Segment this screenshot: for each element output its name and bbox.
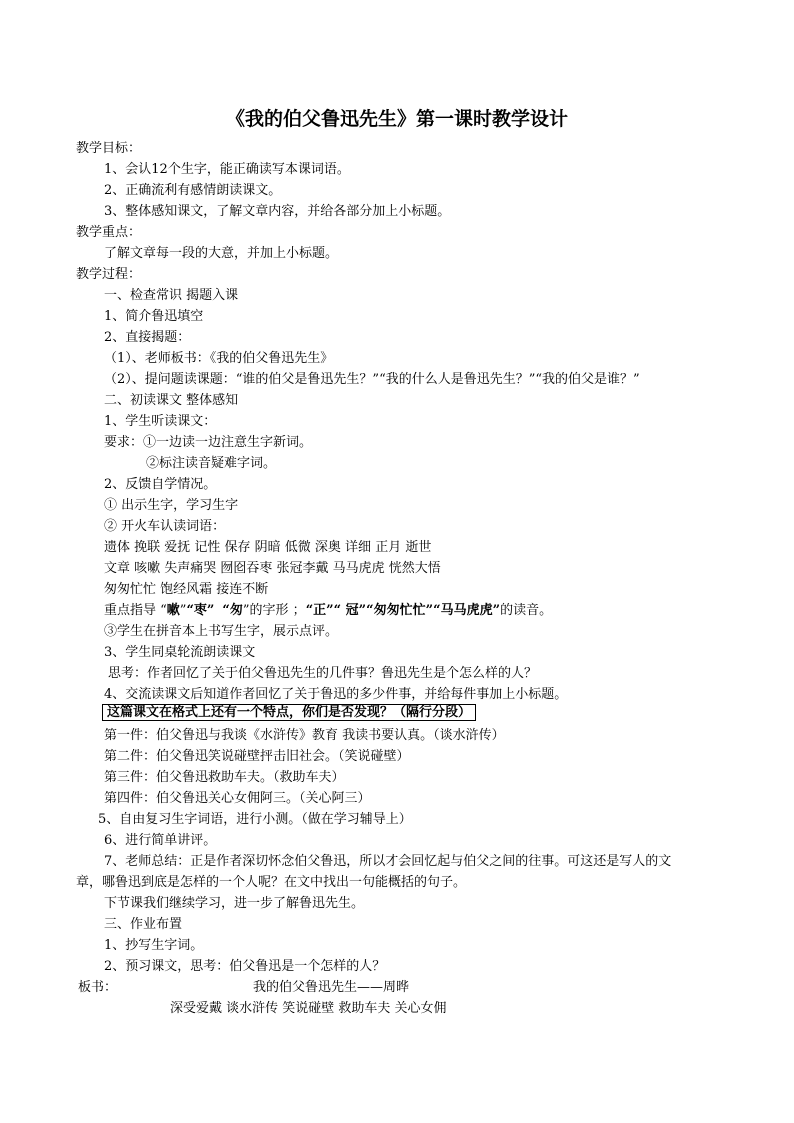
process-line: ② 开火车认读词语： [104, 519, 226, 534]
process-line: 1、学生听读课文： [104, 414, 217, 429]
process-step-3: 三、作业布置 [104, 917, 183, 932]
section-heading-process: 教学过程： [76, 267, 142, 282]
word-list-1: 遗体 挽联 爱抚 记性 保存 阴暗 低微 深奥 详细 正月 逝世 [104, 540, 432, 555]
highlight-char: “枣” [186, 603, 215, 618]
section-heading-focus: 教学重点： [76, 225, 142, 240]
process-line: 要求：①一边读一边注意生字新词。 [104, 435, 313, 450]
board-title: 我的伯父鲁迅先生——周晔 [253, 980, 410, 995]
summary-line-2: 章，哪鲁迅到底是怎样的一个人呢？在文中找出一句能概括的句子。 [76, 875, 467, 890]
event-2: 第二件：伯父鲁迅笑说碰壁抨击旧社会。（笑说碰壁） [104, 749, 410, 764]
board-items: 深受爱戴 谈水浒传 笑说碰壁 救助车夫 关心女佣 [170, 1001, 447, 1016]
process-line: ②标注读音疑难字词。 [146, 456, 277, 471]
highlight-word: “ 冠” [333, 603, 367, 618]
highlight-word: “正” [305, 603, 334, 618]
goal-3: 3、整体感知课文，了解文章内容，并给各部分加上小标题。 [104, 204, 451, 219]
summary-line-1: 7、老师总结：正是作者深切怀念伯父鲁迅，所以才会回忆起与伯父之间的往事。可这还是写人的文 [104, 854, 672, 869]
process-line: 4、交流读课文后知道作者回忆了关于鲁迅的多少件事，并给每件事加上小标题。 [104, 687, 568, 702]
process-line: （2）、提问题读课题：“谁的伯父是鲁迅先生？”“我的什么人是鲁迅先生？”“我的伯父是谁？” [104, 372, 640, 387]
key-guidance-line [104, 602, 552, 619]
goal-2: 2、正确流利有感情朗读课文。 [104, 183, 282, 198]
homework-2: 2、预习课文，思考：伯父鲁迅是一个怎样的人？ [104, 959, 386, 974]
process-line: ③学生在拼音本上书写生字，展示点评。 [104, 624, 339, 639]
process-line: 1、简介鲁迅填空 [104, 309, 204, 324]
boxed-question-text: 这篇课文在格式上还有一个特点，你们是否发现？（隔行分段） [102, 704, 476, 721]
highlight-char: 嗽 [166, 603, 180, 618]
highlight-word: “马马虎虎” [433, 603, 501, 618]
event-1: 第一件：伯父鲁迅与我谈《水浒传》教育 我读书要认真。（谈水浒传） [104, 728, 505, 743]
process-line: 5、自由复习生字词语，进行小测。（做在学习辅导上） [98, 812, 412, 827]
process-line: 2、反馈自学情况。 [104, 477, 217, 492]
key-guidance-suffix: 的读音。 [500, 603, 553, 618]
document-title: 《我的伯父鲁迅先生》第一课时教学设计 [225, 108, 568, 130]
key-guidance-mid: ”的字形 ； [242, 603, 306, 618]
process-line: 下节课我们继续学习，进一步了解鲁迅先生。 [104, 896, 365, 911]
homework-1: 1、抄写生字词。 [104, 938, 204, 953]
process-line: 2、直接揭题： [104, 330, 191, 345]
focus-text: 了解文章每一段的大意，并加上小标题。 [104, 246, 339, 261]
section-heading-goals: 教学目标： [76, 141, 142, 156]
event-4: 第四件：伯父鲁迅关心女佣阿三。（关心阿三） [104, 791, 371, 806]
highlight-char: “匆 [222, 603, 243, 618]
highlight-word: “匆匆忙忙” [366, 603, 434, 618]
process-line: （1）、老师板书：《我的伯父鲁迅先生》 [104, 351, 334, 366]
event-3: 第三件：伯父鲁迅救助车夫。（救助车夫） [104, 770, 345, 785]
process-line: ① 出示生字，学习生字 [104, 498, 239, 513]
process-step-2: 二、初读课文 整体感知 [104, 393, 239, 408]
word-list-3: 匆匆忙忙 饱经风霜 接连不断 [104, 582, 269, 597]
board-label: 板书： [78, 980, 118, 995]
key-guidance-prefix: 重点指导 “ [104, 603, 167, 618]
process-line: 思考：作者回忆了关于伯父鲁迅先生的几件事？鲁迅先生是个怎么样的人？ [108, 666, 538, 681]
process-line: 6、进行简单讲评。 [104, 833, 217, 848]
process-line: 3、学生同桌轮流朗读课文 [104, 645, 256, 660]
word-list-2: 文章 咳嗽 失声痛哭 囫囵吞枣 张冠李戴 马马虎虎 恍然大悟 [104, 561, 441, 576]
boxed-question [102, 704, 476, 721]
process-step-1: 一、检查常识 揭题入课 [104, 288, 239, 303]
quote-mark: ” [179, 603, 187, 618]
goal-1: 1、会认12个生字，能正确读写本课词语。 [104, 162, 350, 177]
